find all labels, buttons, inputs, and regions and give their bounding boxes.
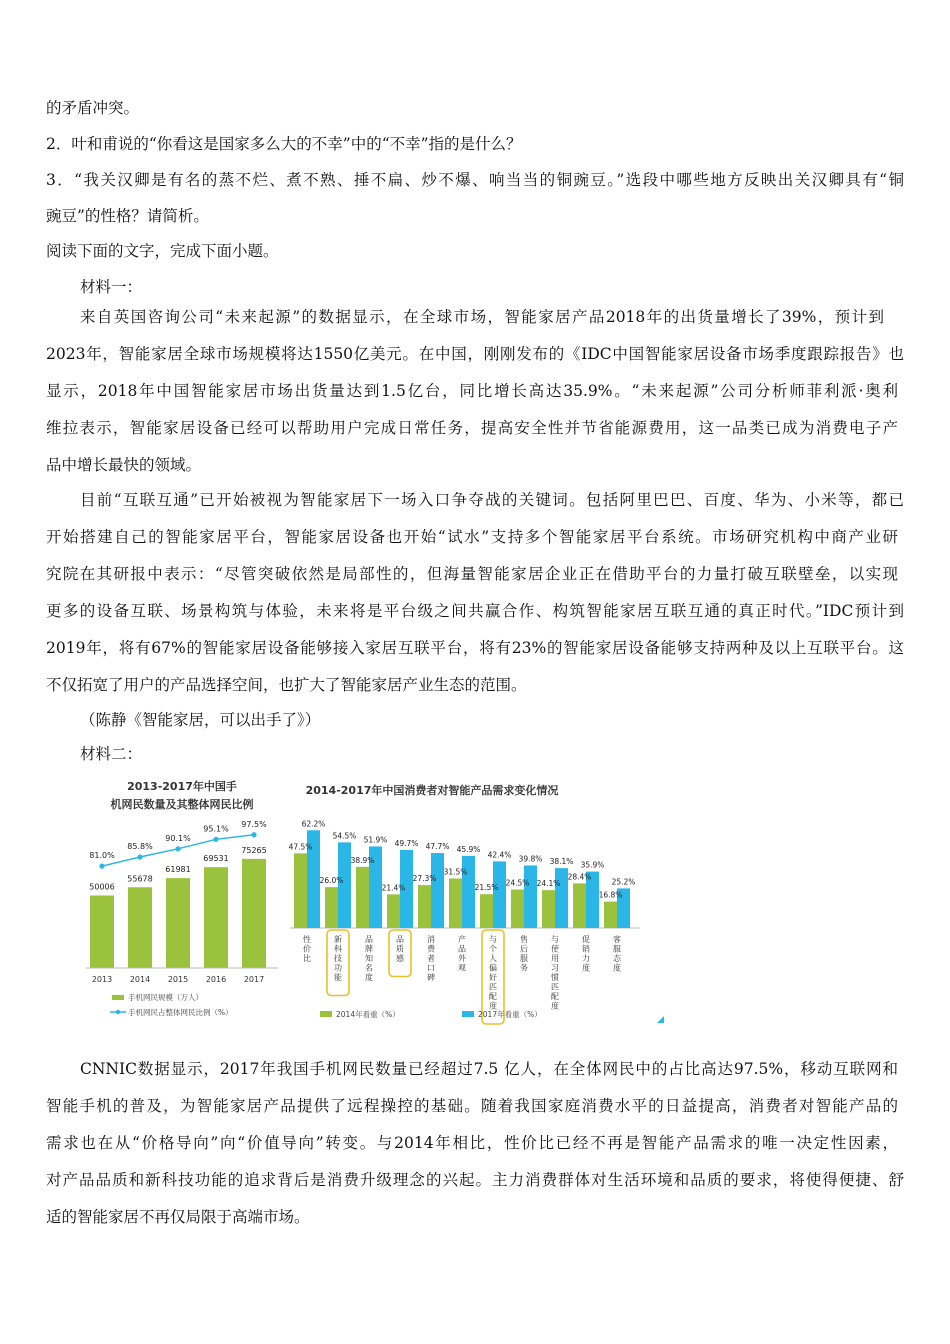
chart1-x-tick: 2014	[129, 975, 151, 984]
chart2-bar-2017	[524, 865, 537, 928]
paragraph-line: 2023年，智能家居全球市场规模将达1550亿美元。在中国，刚刚发布的《IDC中国智能家居设备市场季度跟踪报告》也	[46, 345, 904, 363]
chart2-label-2014: 28.4%	[567, 872, 592, 882]
paragraph-line: 品中增长最快的领域。	[46, 456, 202, 474]
chart1-x-tick: 2013	[91, 975, 113, 984]
corner-mark-icon	[657, 1016, 664, 1023]
chart1-legend-swatch-dot	[116, 1010, 120, 1014]
paragraph-line: 2019年，将有67%的智能家居设备能够接入家居互联平台，将有23%的智能家居设备能够支持两种及以上互联平台。这	[46, 639, 904, 657]
question-2: 2．叶和甫说的“你看这是国家多么大的不幸”中的“不幸”指的是什么？	[46, 135, 522, 153]
chart2-x-tick: 新科技功能	[334, 935, 342, 982]
chart2-label-2017: 39.8%	[518, 854, 543, 864]
chart2-label-2014: 21.4%	[381, 883, 406, 893]
chart1-legend-bar: 手机网民规模（万人）	[128, 993, 203, 1002]
chart2-bar-2014	[325, 887, 338, 928]
paragraph-line: 目前“互联互通”已开始被视为智能家居下一场入口争夺战的关键词。包括阿里巴巴、百度、华为、小米等，都已	[80, 491, 904, 509]
paragraph-line: 显示，2018年中国智能家居市场出货量达到1.5亿台，同比增长高达35.9%。“未来起源”公司分析师菲利派·奥利	[46, 382, 898, 400]
chart2-bar-2014	[449, 879, 462, 929]
chart2-label-2017: 47.7%	[425, 842, 450, 852]
chart1-line-label: 85.8%	[127, 841, 153, 851]
chart2-label-2014: 24.1%	[536, 879, 561, 889]
chart1-bar-label: 61981	[165, 865, 191, 875]
chart1-bar	[90, 895, 114, 968]
chart2-x-tick: 促销力度	[582, 935, 590, 973]
text-line: 豌豆”的性格？请简析。	[46, 207, 209, 225]
chart2-x-tick: 产品外观	[458, 935, 466, 973]
chart2-label-2017: 62.2%	[301, 819, 326, 829]
chart2-label-2014: 21.5%	[474, 883, 499, 893]
material-2-heading: 材料二：	[80, 745, 143, 763]
chart2-x-tick: 品质感	[396, 935, 404, 963]
chart2-legend-2014: 2014年看重（%）	[336, 1010, 400, 1019]
chart2-label-2014: 31.5%	[443, 867, 468, 877]
chart2-x-tick: 性价比	[303, 935, 311, 963]
chart2-bar-2014	[573, 883, 586, 928]
paragraph-line: 不仅拓宽了用户的产品选择空间，也扩大了智能家居产业生态的范围。	[46, 676, 527, 694]
chart2-label-2014: 16.8%	[598, 890, 623, 900]
paragraph-line: 需求也在从“价格导向”向“价值导向”转变。与2014年相比，性价比已经不再是智能产品需求的唯一决定性因素，	[46, 1134, 898, 1152]
chart1-bar-label: 55678	[127, 874, 153, 884]
chart2-legend-swatch-2017	[462, 1011, 474, 1017]
paragraph-line: 智能手机的普及，为智能家居产品提供了远程操控的基础。随着我国家庭消费水平的日益提高，消费者对智能产品的	[46, 1097, 898, 1115]
chart2-label-2017: 45.9%	[456, 844, 481, 854]
chart2-x-tick: 消费者口碑	[427, 935, 435, 982]
paragraph-line: 更多的设备互联、场景构筑与体验，未来将是平台级之间共赢合作、构筑智能家居互联互通的真正时代。”IDC预计到	[46, 602, 904, 620]
chart1-line-point	[251, 832, 256, 837]
chart2-label-2017: 51.9%	[363, 835, 388, 845]
chart1-bar	[204, 867, 228, 968]
charts-figure	[82, 768, 670, 1030]
chart2-label-2017: 38.1%	[549, 857, 574, 867]
chart2-label-2014: 47.5%	[288, 842, 313, 852]
chart2-label-2014: 27.3%	[412, 874, 437, 884]
chart1-legend-swatch-bar	[112, 995, 124, 1000]
chart2-title: 2014-2017年中国消费者对智能产品需求变化情况	[305, 784, 559, 797]
chart2-bar-2014	[294, 853, 307, 928]
chart2-label-2014: 26.0%	[319, 876, 344, 886]
chart2-x-tick: 品牌知名度	[365, 935, 373, 982]
chart2-bar-2014	[542, 890, 555, 928]
reading-instruction: 阅读下面的文字，完成下面小题。	[46, 242, 279, 260]
chart2-label-2017: 25.2%	[611, 877, 636, 887]
chart1-title-line2: 机网民数量及其整体网民比例	[110, 798, 254, 811]
paragraph-line: 开始搭建自己的智能家居平台，智能家居设备也开始“试水”支持多个智能家居平台系统。市场研究机构中商产业研	[46, 528, 898, 546]
chart1-x-tick: 2017	[243, 975, 265, 984]
chart1-bar	[242, 859, 266, 968]
chart1-line-point	[99, 864, 104, 869]
text-line: 的矛盾冲突。	[46, 99, 140, 117]
chart2-x-tick: 与使用习惯匹配度	[551, 935, 559, 1011]
chart2-bar-2017	[338, 842, 351, 928]
chart2-label-2014: 38.9%	[350, 855, 375, 865]
chart2-bar-2014	[356, 867, 369, 928]
chart1-title-line1: 2013-2017年中国手	[127, 780, 237, 793]
chart1-bar-label: 75265	[241, 845, 267, 855]
chart1-bar-label: 69531	[203, 854, 229, 864]
chart2-label-2017: 54.5%	[332, 831, 357, 841]
chart2-bar-2014	[604, 902, 617, 928]
chart1-line-label: 81.0%	[89, 851, 115, 861]
chart2-legend-swatch-2014	[320, 1011, 332, 1017]
material-1-heading: 材料一：	[80, 278, 143, 296]
chart2-bar-2017	[493, 861, 506, 928]
charts-svg	[82, 768, 670, 1030]
chart2-x-tick: 与个人偏好匹配度	[489, 935, 497, 1011]
paragraph-line: 维拉表示，智能家居设备已经可以帮助用户完成日常任务，提高安全性并节省能源费用，这一品类已成为消费电子产	[46, 419, 898, 437]
chart1-bar-label: 50006	[89, 882, 115, 892]
chart2-label-2017: 35.9%	[580, 860, 605, 870]
chart2-label-2014: 24.5%	[505, 878, 530, 888]
chart2-bar-2017	[431, 853, 444, 928]
paragraph-line: 究院在其研报中表示：“尽管突破依然是局部性的，但海量智能家居企业正在借助平台的力量打破互联壁垒，以实现	[46, 565, 898, 583]
chart2-x-tick: 售后服务	[520, 935, 528, 973]
chart1-bar	[166, 878, 190, 968]
chart2-bar-2017	[555, 868, 568, 928]
chart1-line-point	[175, 846, 180, 851]
paragraph-line: 对产品品质和新科技功能的追求背后是消费升级理念的兴起。主力消费群体对生活环境和品质的要求，将使得便捷、舒	[46, 1171, 904, 1189]
chart1-line-label: 95.1%	[203, 824, 229, 834]
chart1-bar	[128, 887, 152, 968]
chart2-label-2017: 42.4%	[487, 850, 512, 860]
chart1-line-point	[137, 854, 142, 859]
chart2-label-2017: 49.7%	[394, 838, 419, 848]
question-3: 3．“我关汉卿是有名的蒸不烂、煮不熟、捶不扁、炒不爆、响当当的铜豌豆。”选段中哪些地方反映出关汉卿具有“铜	[46, 171, 904, 189]
chart2-bar-2014	[480, 894, 493, 928]
paragraph-line: CNNIC数据显示，2017年我国手机网民数量已经超过7.5 亿人，在全体网民中的占比高达97.5%，移动互联网和	[80, 1060, 898, 1078]
chart2-bar-2014	[387, 894, 400, 928]
chart1-line-point	[213, 837, 218, 842]
paragraph-line: 适的智能家居不再仅局限于高端市场。	[46, 1208, 310, 1226]
source-citation: （陈静《智能家居，可以出手了》）	[80, 711, 321, 729]
chart2-bar-2014	[511, 890, 524, 929]
chart2-legend-2017: 2017年看重（%）	[478, 1010, 542, 1019]
chart1-x-tick: 2016	[205, 975, 227, 984]
chart1-line-label: 97.5%	[241, 819, 267, 829]
paragraph-line: 来自英国咨询公司“未来起源”的数据显示，在全球市场，智能家居产品2018年的出货量增长了39%，预计到	[80, 308, 884, 326]
chart1-x-tick: 2015	[167, 975, 189, 984]
chart1-legend-line: 手机网民占整体网民比例（%）	[128, 1008, 233, 1017]
chart1-line-label: 90.1%	[165, 833, 191, 843]
chart2-x-tick: 客服态度	[613, 935, 621, 973]
chart2-bar-2014	[418, 885, 431, 928]
